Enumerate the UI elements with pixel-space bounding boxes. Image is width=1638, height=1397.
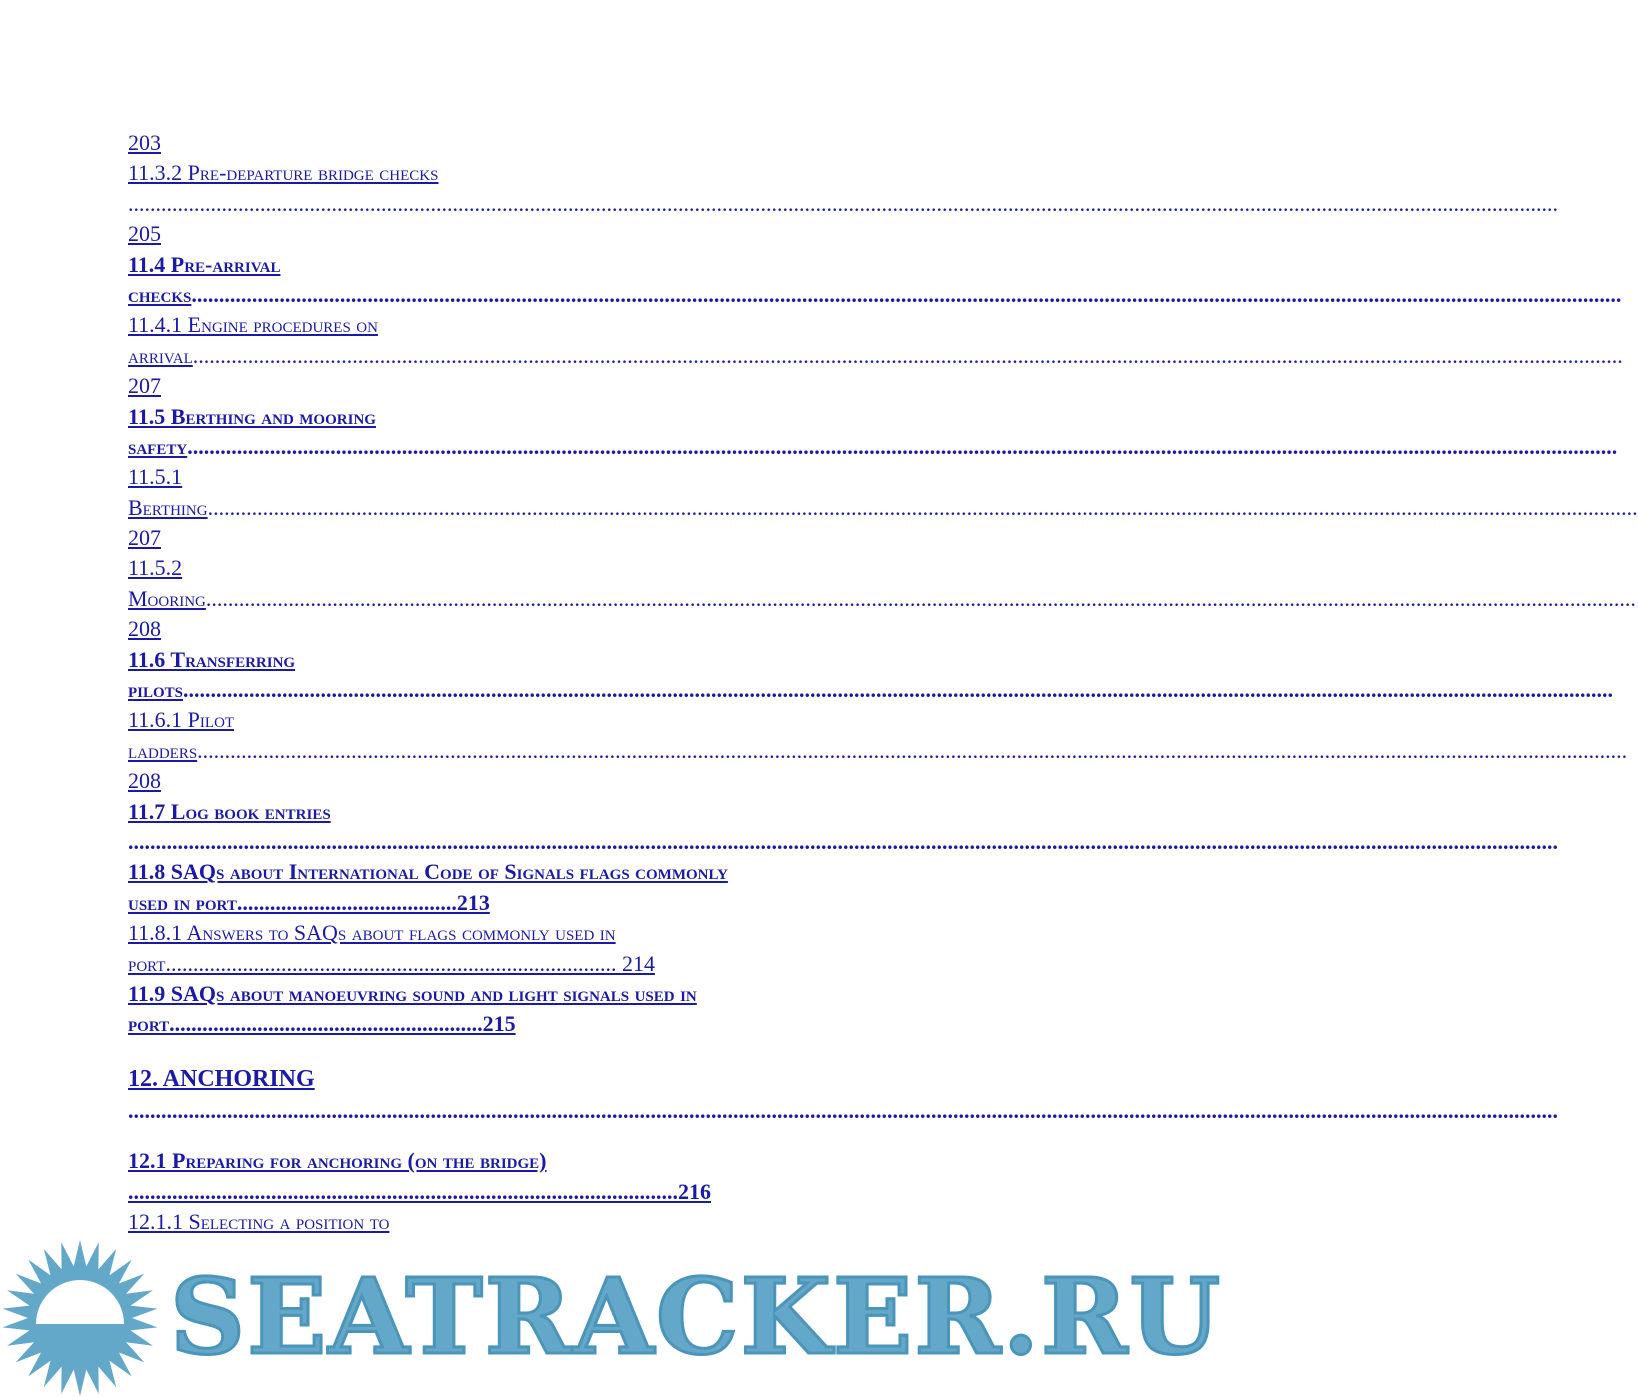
toc-entry-text: 11.5.2 [128, 555, 183, 581]
toc-entry-text: Mooring [128, 585, 206, 611]
toc-entry-text: 11.6 Transferring [128, 646, 296, 672]
toc-entry-text: 11.5 Berthing and mooring [128, 403, 376, 429]
toc-entry-text: 207 [128, 525, 161, 551]
toc-entry-link[interactable] [128, 553, 954, 583]
dot-leader: .................................................................................................................................................................................................................................................................... [128, 190, 1558, 216]
toc-entry-link[interactable] [128, 584, 1636, 614]
toc-entry-text: 11.3.2 Pre-departure bridge checks [128, 160, 439, 186]
toc-entry-text: 205 [128, 221, 161, 247]
toc-entry-text: safety [128, 433, 188, 459]
toc-entry-link[interactable] [128, 158, 954, 188]
toc-entry-link[interactable] [128, 827, 1558, 857]
toc-entry-link[interactable] [128, 705, 954, 735]
toc-entry-link[interactable] [128, 250, 954, 280]
toc-entry-link[interactable] [128, 736, 1628, 766]
toc-entry-link[interactable] [128, 189, 1558, 219]
toc-entry-link[interactable] [128, 675, 1614, 705]
spacer [128, 1126, 954, 1146]
toc-entry-link[interactable] [128, 949, 954, 979]
toc-entry-text: 11.7 Log book entries [128, 798, 331, 824]
toc-entry-link[interactable] [128, 979, 954, 1009]
toc-page-number[interactable] [128, 614, 954, 644]
toc-entry-text: port.........................................................215 [128, 1011, 516, 1037]
toc-entry-text: 11.4 Pre-arrival [128, 251, 281, 277]
toc-entry-link[interactable] [128, 1009, 954, 1039]
toc-entry-link[interactable] [128, 280, 1622, 310]
toc-entry-text: ladders [128, 737, 198, 763]
toc-entry-link[interactable] [128, 493, 1638, 523]
toc-entry-link[interactable] [128, 1177, 954, 1207]
toc-entry-link[interactable] [128, 341, 1623, 371]
toc-page-number[interactable] [128, 219, 954, 249]
toc-entry-text: 11.4.1 Engine procedures on [128, 312, 378, 338]
toc-page-number[interactable] [128, 128, 954, 158]
toc-entry-text: ....................................................................................................216 [128, 1178, 711, 1204]
toc-entry-text: 208 [128, 616, 161, 642]
toc-entry-link[interactable] [128, 1096, 1558, 1126]
dot-leader: .................................................................................................................................................................................................................................................................... [191, 281, 1622, 307]
spacer [128, 1040, 954, 1062]
toc-entry-link[interactable] [128, 857, 954, 887]
dot-leader: .................................................................................................................................................................................................................................................................... [187, 433, 1618, 459]
toc-entry-text: Berthing [128, 494, 208, 520]
toc-entry-text: 11.5.1 [128, 464, 183, 490]
dot-leader: .................................................................................................................................................................................................................................................................... [192, 342, 1623, 368]
dot-leader: .................................................................................................................................................................................................................................................................... [183, 677, 1614, 703]
toc-entry-link[interactable] [128, 1062, 954, 1096]
toc-entry-text: pilots [128, 677, 184, 703]
toc-entry-link[interactable] [128, 888, 954, 918]
toc-entry-link[interactable] [128, 797, 954, 827]
toc-entry-text: 12.1 Preparing for anchoring (on the bridge) [128, 1148, 547, 1174]
toc-entry-link[interactable] [128, 1207, 954, 1237]
toc-entry-text: 11.8.1 Answers to SAQs about flags commonly used in [128, 920, 616, 946]
watermark-text: SEATRACKER.RU [170, 1255, 1223, 1378]
toc-entry-text: 208 [128, 768, 161, 794]
toc-entry-text: 12. ANCHORING [128, 1065, 315, 1092]
toc-entry-link[interactable] [128, 432, 1618, 462]
toc-entry-link[interactable] [128, 402, 954, 432]
toc-entry-link[interactable] [128, 645, 954, 675]
toc-entry-text: arrival [128, 342, 193, 368]
dot-leader: .................................................................................................................................................................................................................................................................... [128, 828, 1558, 854]
toc-entry-text: 11.8 SAQs about International Code of Signals flags commonly [128, 859, 728, 885]
dot-leader: .................................................................................................................................................................................................................................................................... [128, 1097, 1558, 1123]
toc-entry-text: 11.9 SAQs about manoeuvring sound and light signals used in [128, 980, 697, 1006]
dot-leader: .................................................................................................................................................................................................................................................................... [207, 494, 1638, 520]
toc-entry-text: 203 [128, 130, 161, 155]
toc-entry-link[interactable] [128, 1146, 954, 1176]
toc-page-number[interactable] [128, 371, 954, 401]
toc-entry-text: port.................................................................................. 214 [128, 950, 655, 976]
toc-entry-text: checks [128, 281, 192, 307]
toc-entry-text: 11.6.1 Pilot [128, 707, 235, 733]
toc-entry-text: 12.1.1 Selecting a position to [128, 1208, 390, 1234]
toc-entry-text: 207 [128, 373, 161, 399]
dot-leader: .................................................................................................................................................................................................................................................................... [197, 737, 1628, 763]
toc-page-number[interactable] [128, 766, 954, 796]
dot-leader: .................................................................................................................................................................................................................................................................... [205, 585, 1636, 611]
toc-entry-link[interactable] [128, 310, 954, 340]
toc-page-number[interactable] [128, 523, 954, 553]
toc-entry-link[interactable] [128, 918, 954, 948]
toc-entry-text: used in port........................................213 [128, 889, 490, 915]
table-of-contents [128, 128, 1638, 1237]
toc-entry-link[interactable] [128, 462, 954, 492]
